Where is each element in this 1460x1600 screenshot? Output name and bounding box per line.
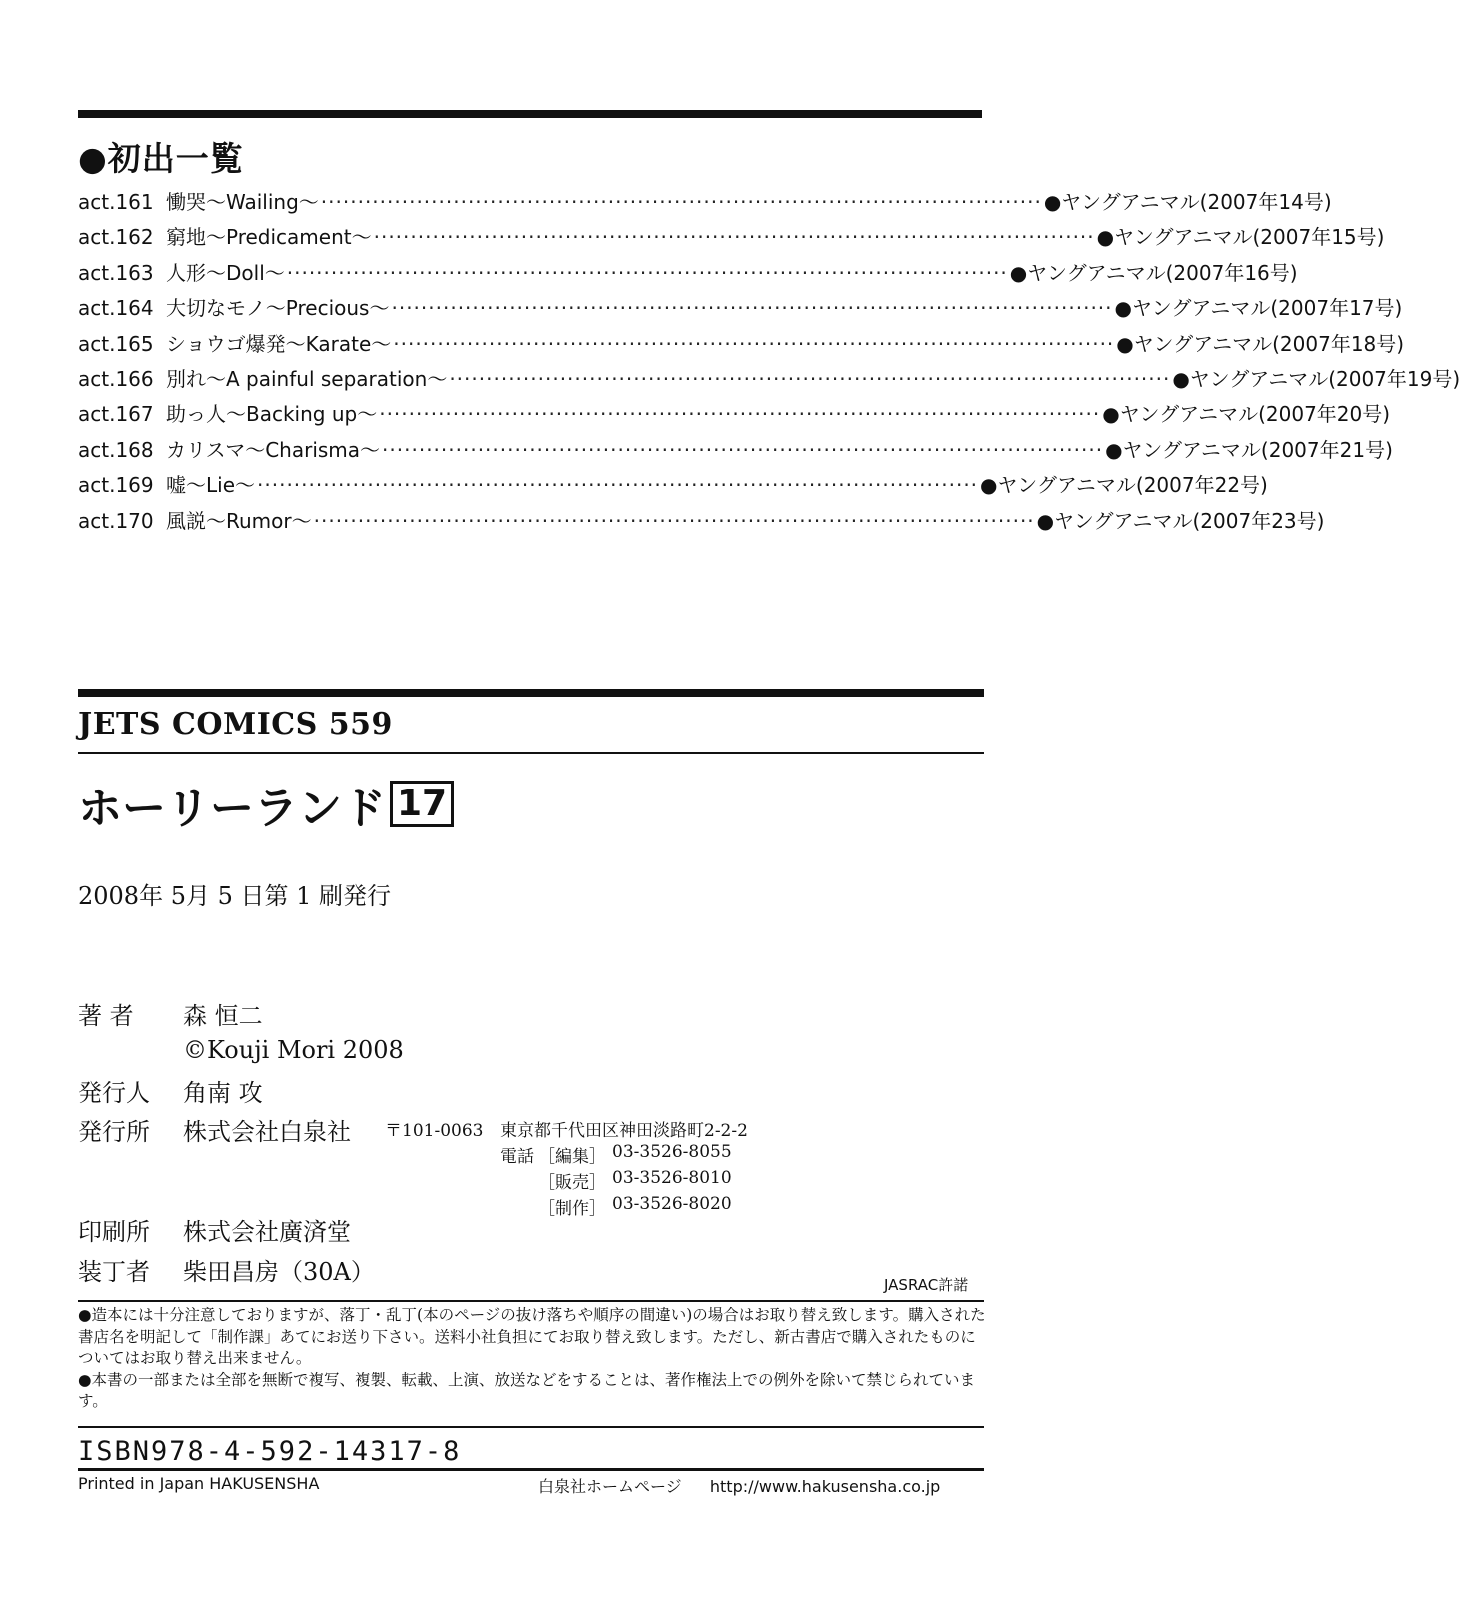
list-item: [78, 186, 1332, 221]
publisher-label: 発行所: [78, 1118, 150, 1146]
leader-dots: ··································································································: [382, 437, 1104, 462]
act-title: 大切なモノ〜Precious〜: [166, 296, 390, 321]
leader-dots: ··································································································: [257, 473, 979, 498]
phone-dept: ［制作］: [538, 1199, 606, 1219]
act-title: 慟哭〜Wailing〜: [166, 190, 319, 214]
homepage: [538, 1474, 940, 1497]
act-title: 窮地〜Predicament〜: [166, 225, 372, 250]
notice-block: [78, 1305, 990, 1413]
list-item: [78, 505, 1325, 540]
act-title: 嘘〜Lie〜: [166, 473, 256, 498]
act-number: act.168: [78, 437, 154, 462]
series-line: JETS COMICS 559: [78, 707, 393, 742]
act-number: act.169: [78, 473, 154, 498]
top-thick-rule: [78, 110, 982, 118]
act-number: act.170: [78, 508, 154, 533]
list-item: [78, 398, 1391, 433]
book-title-text: ホーリーランド: [78, 783, 386, 834]
notice-bottom-rule: [78, 1426, 984, 1428]
jasrac-permission: JASRAC許諾: [884, 1276, 969, 1294]
isbn: ISBN978-4-592-14317-8: [78, 1436, 462, 1467]
list-item: [78, 328, 1405, 363]
phone-label: 電話: [500, 1147, 534, 1167]
notice-paragraph: ●造本には十分注意しておりますが、落丁・乱丁(本のページの抜け落ちや順序の間違い)の場合はお取り替え致します。購入された書店名を明記して「制作課」あてにお送り下さい。送料小社負担にてお取り替え致します。ただし、新古書店で購入されたものについてはお取り替え出来ません。: [78, 1306, 986, 1367]
act-number: act.165: [78, 331, 154, 356]
leader-dots: ··································································································: [449, 366, 1171, 391]
act-number: act.163: [78, 260, 154, 285]
publication-date: 2008年 5月 5 日第 1 刷発行: [78, 882, 392, 910]
act-number: act.161: [78, 190, 154, 214]
act-source: ●ヤングアニマル(2007年14号): [1043, 190, 1332, 214]
phone-number: 03-3526-8020: [612, 1194, 732, 1214]
act-source: ●ヤングアニマル(2007年18号): [1116, 331, 1405, 356]
list-item: [78, 469, 1268, 504]
book-title: [78, 772, 454, 836]
leader-dots: ··································································································: [379, 402, 1101, 427]
leader-dots: ··································································································: [373, 225, 1095, 250]
leader-dots: ··································································································: [320, 190, 1042, 214]
list-item: [78, 257, 1298, 292]
leader-dots: ··································································································: [313, 508, 1035, 533]
leader-dots: ··································································································: [286, 260, 1008, 285]
act-number: act.164: [78, 296, 154, 321]
printer-name: 株式会社廣済堂: [183, 1218, 351, 1246]
notice-paragraph: ●本書の一部または全部を無断で複写、複製、転載、上演、放送などをすることは、著作権法上での例外を除いて禁じられています。: [78, 1370, 976, 1410]
phone-dept: ［販売］: [538, 1173, 606, 1193]
list-item: [78, 292, 1403, 327]
publisher-name: 株式会社白泉社: [183, 1118, 351, 1146]
act-source: ●ヤングアニマル(2007年23号): [1036, 508, 1325, 533]
act-title: 風説〜Rumor〜: [166, 508, 312, 533]
designer-name: 柴田昌房（30A）: [183, 1258, 375, 1286]
author-name: 森 恒二: [183, 1002, 263, 1030]
first-publication-list: [78, 186, 1460, 540]
act-number: act.162: [78, 225, 154, 250]
phone-number: 03-3526-8010: [612, 1168, 732, 1188]
footer-rule: [78, 1468, 984, 1471]
section-heading: ●初出一覧: [78, 139, 244, 178]
designer-label: 装丁者: [78, 1258, 150, 1286]
act-source: ●ヤングアニマル(2007年22号): [980, 473, 1268, 498]
list-item: [78, 363, 1460, 398]
act-source: ●ヤングアニマル(2007年17号): [1114, 296, 1403, 321]
author-label: 著 者: [78, 1002, 134, 1030]
act-title: 人形〜Doll〜: [166, 260, 285, 285]
notice-top-rule: [78, 1300, 984, 1302]
phone-number: 03-3526-8055: [612, 1142, 732, 1162]
act-title: カリスマ〜Charisma〜: [166, 437, 381, 462]
series-divider: [78, 752, 984, 754]
act-number: act.166: [78, 366, 154, 391]
postal-code: 〒101-0063: [385, 1121, 484, 1141]
colophon-thick-rule: [78, 689, 984, 697]
act-source: ●ヤングアニマル(2007年20号): [1102, 402, 1391, 427]
act-source: ●ヤングアニマル(2007年16号): [1009, 260, 1298, 285]
homepage-label: 白泉社ホームページ: [538, 1477, 682, 1496]
copyright-line: ©Kouji Mori 2008: [183, 1036, 404, 1064]
printed-in: Printed in Japan HAKUSENSHA: [78, 1474, 320, 1493]
volume-badge: 17: [390, 781, 454, 827]
address: 東京都千代田区神田淡路町2-2-2: [500, 1121, 748, 1141]
homepage-url[interactable]: http://www.hakusensha.co.jp: [709, 1477, 941, 1496]
act-source: ●ヤングアニマル(2007年21号): [1105, 437, 1393, 462]
list-item: [78, 434, 1393, 469]
act-number: act.167: [78, 402, 154, 427]
leader-dots: ··································································································: [393, 331, 1115, 356]
act-title: 別れ〜A painful separation〜: [166, 366, 448, 391]
act-title: 助っ人〜Backing up〜: [166, 402, 378, 427]
act-source: ●ヤングアニマル(2007年19号): [1172, 366, 1460, 391]
publisher-person-label: 発行人: [78, 1079, 150, 1107]
leader-dots: ··································································································: [391, 296, 1113, 321]
act-source: ●ヤングアニマル(2007年15号): [1096, 225, 1385, 250]
phone-dept: ［編集］: [538, 1147, 606, 1167]
act-title: ショウゴ爆発〜Karate〜: [166, 331, 392, 356]
printer-label: 印刷所: [78, 1218, 150, 1246]
publisher-person: 角南 攻: [183, 1079, 263, 1107]
list-item: [78, 221, 1385, 256]
